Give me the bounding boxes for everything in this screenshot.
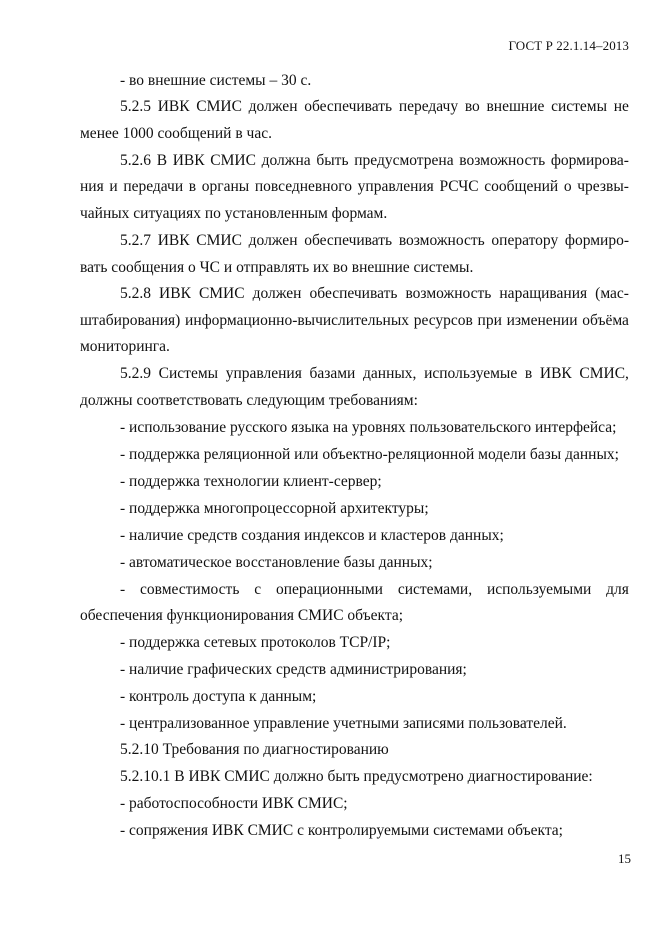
text-line: менее 1000 сообщений в час.: [80, 125, 272, 142]
text-line: - централизованное управление учетными записями пользователей.: [120, 715, 567, 732]
text-line: 5.2.8 ИВК СМИС должен обеспечивать возможность наращивания (мас-: [120, 285, 629, 302]
text-line: обеспечения функционирования СМИС объекта;: [80, 607, 404, 624]
text-line: - работоспособности ИВК СМИС;: [120, 795, 348, 812]
text-line: 5.2.6 В ИВК СМИС должна быть предусмотрена возможность формирова-: [120, 152, 629, 169]
text-line: - сопряжения ИВК СМИС с контролируемыми системами объекта;: [120, 822, 563, 839]
text-line: - поддержка многопроцессорной архитектуры;: [120, 500, 429, 517]
text-line: 5.2.5 ИВК СМИС должен обеспечивать передачу во внешние системы не: [120, 98, 629, 115]
text-line: - использование русского языка на уровнях пользовательского интерфейса;: [120, 419, 617, 436]
text-line: - автоматическое восстановление базы данных;: [120, 554, 433, 571]
text-line: штабирования) информационно-вычислительных ресурсов при изменении объёма: [80, 312, 629, 329]
text-line: - поддержка реляционной или объектно-реляционной модели базы данных;: [120, 446, 619, 463]
text-line: 5.2.10 Требования по диагностированию: [120, 741, 389, 758]
text-line: - во внешние системы – 30 с.: [120, 72, 312, 89]
text-line: должны соответствовать следующим требованиям:: [80, 392, 418, 409]
text-line: - контроль доступа к данным;: [120, 688, 317, 705]
text-line: вать сообщения о ЧС и отправлять их во внешние системы.: [80, 259, 474, 276]
document-header: ГОСТ Р 22.1.14–2013: [508, 38, 629, 53]
text-line: ния и передачи в органы повседневного управления РСЧС сообщений о чрезвы-: [80, 178, 629, 195]
text-line: 5.2.10.1 В ИВК СМИС должно быть предусмотрено диагностирование:: [120, 768, 593, 785]
text-line: - поддержка сетевых протоколов TCP/IP;: [120, 634, 391, 651]
text-line: 5.2.7 ИВК СМИС должен обеспечивать возможность оператору формиро-: [120, 232, 629, 249]
text-line: 5.2.9 Системы управления базами данных, используемые в ИВК СМИС,: [120, 365, 629, 382]
text-line: - наличие графических средств администрирования;: [120, 661, 467, 678]
text-line: - совместимость с операционными системами, используемыми для: [120, 581, 629, 598]
text-line: чайных ситуациях по установленным формам.: [80, 205, 388, 222]
page-number: 15: [618, 851, 631, 866]
text-line: - поддержка технологии клиент-сервер;: [120, 473, 382, 490]
text-line: - наличие средств создания индексов и кластеров данных;: [120, 527, 504, 544]
text-line: мониторинга.: [80, 338, 170, 355]
